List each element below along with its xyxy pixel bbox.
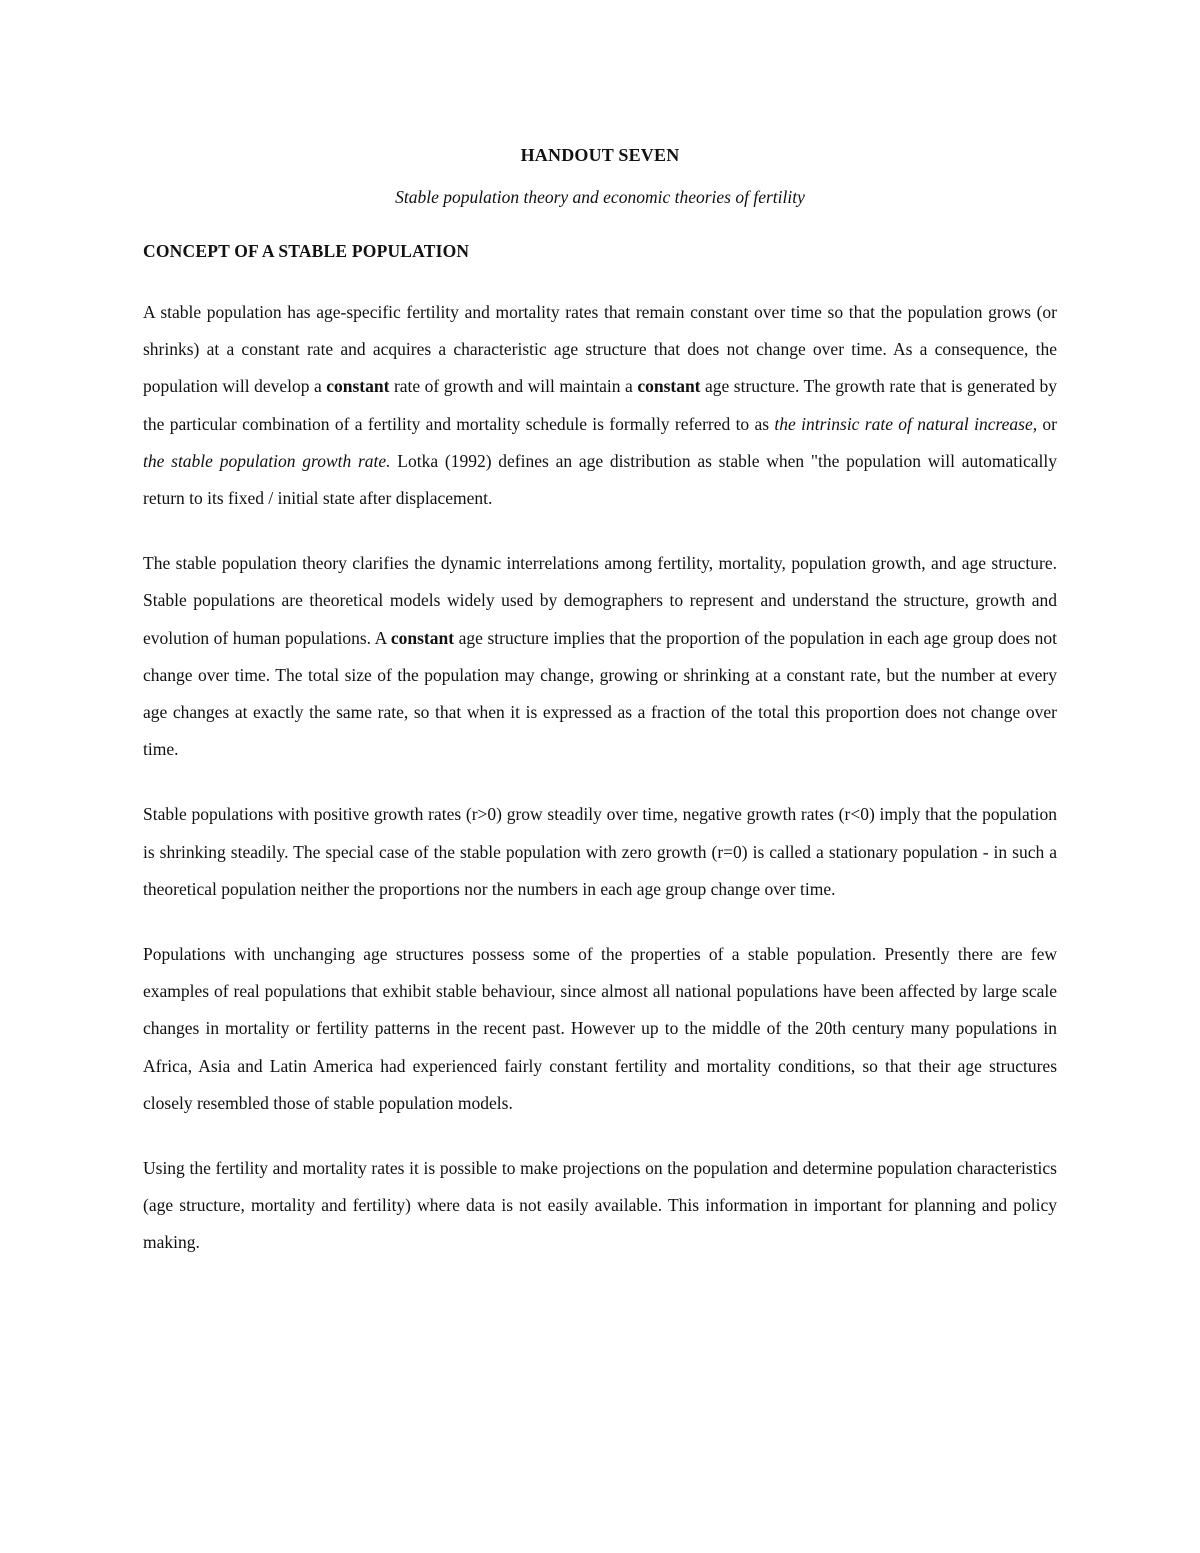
emphasis-bold: constant [390, 627, 455, 648]
paragraph [143, 1150, 1057, 1262]
document-title: HANDOUT SEVEN [520, 145, 680, 165]
paragraph [143, 796, 1057, 908]
paragraph [143, 545, 1057, 768]
document-subtitle: Stable population theory and economic theories of fertility [395, 187, 805, 207]
text-run: The stable population theory clarifies the dynamic interrelations among fertility, mortality, population growth, and age structure. Stable populations are theoretical models widely used by demographers to represent and understand the structure, growth and evolution of human populations. A [143, 553, 1057, 648]
text-run: rate of growth and will maintain a [389, 376, 638, 397]
text-run: Stable populations with positive growth rates (r>0) grow steadily over time, negative growth rates (r<0) imply that the population is shrinking steadily. The special case of the stable population with zero growth (r=0) is called a stationary population - in such a theoretical population neither the proportions nor the numbers in each age group change over time. [143, 804, 1057, 899]
text-run: age structure implies that the proportion of the population in each age group does not change over time. The total size of the population may change, growing or shrinking at a constant rate, but the number at every age changes at exactly the same rate, so that when it is expressed as a fraction of the total this proportion does not change over time. [143, 627, 1058, 760]
text-run: age structure. The growth rate that is generated by the particular combination of a fertility and mortality schedule is formally referred to as [143, 376, 1058, 434]
text-run: Populations with unchanging age structures possess some of the properties of a stable population. Presently there are few examples of real populations that exhibit stable behaviour, since almost all national populations have been affected by large scale changes in mortality or fertility patterns in the recent past. However up to the middle of the 20th century many populations in Africa, Asia and Latin America had experienced fairly constant fertility and mortality conditions, so that their age structures closely resembled those of stable population models. [143, 944, 1057, 1113]
text-run: A stable population has age-specific fertility and mortality rates that remain constant over time so that the population grows (or shrinks) at a constant rate and acquires a characteristic age structure that does not change over time. As a consequence, the population will develop a [143, 302, 1057, 397]
emphasis-bold: constant [637, 376, 701, 397]
emphasis-bold: constant [326, 376, 390, 397]
section-heading: CONCEPT OF A STABLE POPULATION [143, 241, 470, 261]
emphasis-italic: the intrinsic rate of natural increase, [774, 413, 1038, 434]
paragraph [143, 294, 1057, 517]
paragraph [143, 936, 1057, 1122]
text-run: Using the fertility and mortality rates it is possible to make projections on the population and determine population characteristics (age structure, mortality and fertility) where data is not easily available. This information in important for planning and policy making. [143, 1158, 1057, 1253]
text-run: Lotka (1992) defines an age distribution as stable when "the population will automatically return to its fixed / initial state after displacement. [143, 450, 1057, 509]
document-body [143, 140, 1057, 1262]
text-run: or [1037, 413, 1057, 434]
emphasis-italic: the stable population growth rate. [143, 450, 391, 471]
